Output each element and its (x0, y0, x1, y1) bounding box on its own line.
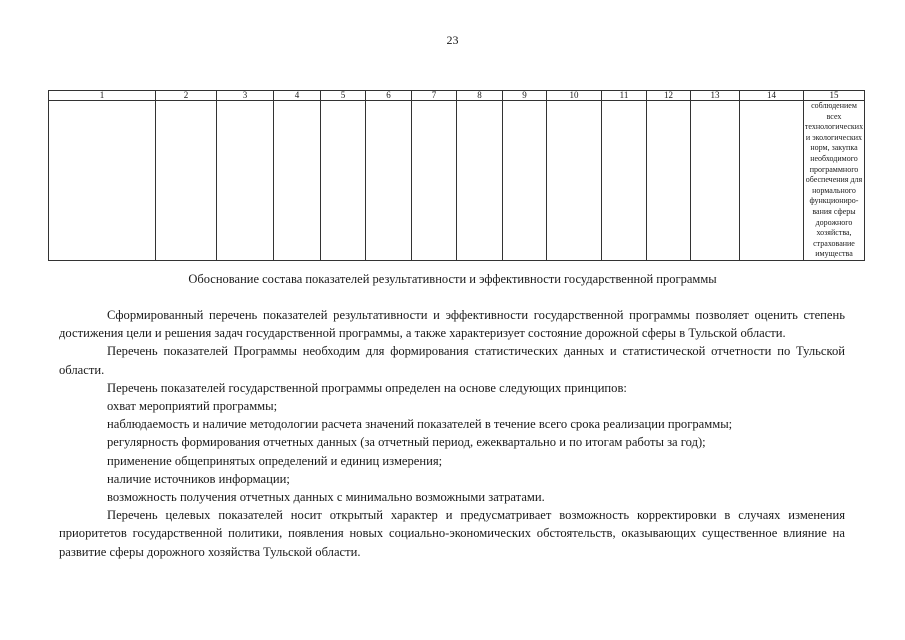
table-cell (412, 101, 457, 261)
table-cell-col15-text: соблюдением всех технологических и экологических норм, закупка необходимого программного обеспечения для нормального функциониро-вания сферы дорожного хозяйства, страхование имущества (804, 101, 865, 261)
paragraph: Перечень показателей государственной программы определен на основе следующих принципов: (107, 380, 627, 395)
column-header: 7 (412, 91, 457, 101)
column-header: 13 (691, 91, 740, 101)
table-cell (321, 101, 366, 261)
column-header: 15 (804, 91, 865, 101)
paragraph: применение общепринятых определений и единиц измерения; (107, 453, 443, 468)
column-header: 10 (547, 91, 602, 101)
column-header: 4 (274, 91, 321, 101)
paragraph: наличие источников информации; (107, 471, 290, 486)
paragraph: Перечень целевых показателей носит открытый характер и предусматривает возможность корректировки в случаях изменения приоритетов государственной политики, появления новых социально-экономических обстоятельств, оказывающих существенное влияние на развитие сферы дорожного хозяйства Тульской области. (59, 508, 845, 559)
table-cell (547, 101, 602, 261)
paragraph: Сформированный перечень показателей результативности и эффективности государственной программы позволяет оценить степень достижения цели и решения задач государственной программы, а также характеризует состояние дорожной сферы в Тульской области. (59, 308, 845, 341)
table-row (49, 101, 865, 261)
page-number: 23 (446, 33, 459, 47)
column-header: 14 (740, 91, 804, 101)
column-header: 6 (366, 91, 412, 101)
table-cell (740, 101, 804, 261)
table-cell (274, 101, 321, 261)
table-cell (503, 101, 547, 261)
paragraph: возможность получения отчетных данных с минимально возможными затратами. (107, 490, 545, 505)
column-header: 11 (602, 91, 647, 101)
table-header-row (49, 91, 865, 101)
table-cell (457, 101, 503, 261)
column-header: 12 (647, 91, 691, 101)
table-cell (602, 101, 647, 261)
continued-table (48, 90, 865, 261)
paragraph: охват мероприятий программы; (107, 399, 278, 414)
table-cell (217, 101, 274, 261)
table-cell (691, 101, 740, 261)
column-header: 9 (503, 91, 547, 101)
table-cell (49, 101, 156, 261)
column-header: 5 (321, 91, 366, 101)
table-cell (647, 101, 691, 261)
paragraph: регулярность формирования отчетных данных (за отчетный период, ежеквартально и по итогам работы за год); (107, 435, 706, 450)
body-text (59, 306, 845, 561)
column-header: 2 (156, 91, 217, 101)
paragraph: наблюдаемость и наличие методологии расчета значений показателей в течение всего срока реализации программы; (107, 417, 733, 432)
column-header: 3 (217, 91, 274, 101)
paragraph: Перечень показателей Программы необходим для формирования статистических данных и статистической отчетности по Тульской области. (59, 344, 845, 377)
column-header: 8 (457, 91, 503, 101)
section-title: Обоснование состава показателей результативности и эффективности государственной программы (188, 272, 717, 286)
column-header: 1 (49, 91, 156, 101)
table-cell (156, 101, 217, 261)
table-cell (366, 101, 412, 261)
